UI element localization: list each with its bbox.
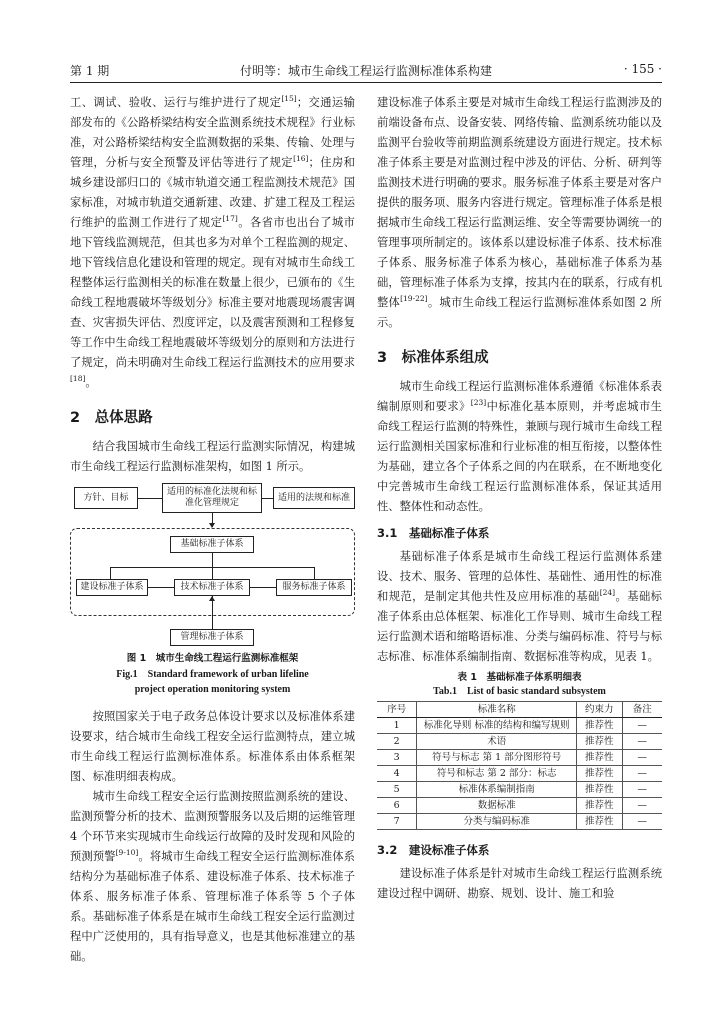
text: 。城市生命线工程运行监测标准体系如图 2 所示。 bbox=[377, 296, 662, 329]
cell-force: 推荐性 bbox=[577, 798, 623, 814]
citation: [15] bbox=[281, 94, 297, 104]
box-applicable-standards: 适用的标准化法规和标准化管理规定 bbox=[162, 483, 262, 513]
paragraph-construction-subsystem: 建设标准子体系是针对城市生命线工程运行监测系统建设过程中调研、勘察、规划、设计、施工和验 bbox=[377, 867, 662, 900]
cell-no: 1 bbox=[377, 718, 417, 734]
text: 中标准化基本原则，并考虑城市生命线工程运行监测的特殊性，兼顾与现行城市生命线工程运行监测相关国家标准和行业标准的相互衔接，以整体性为基础，建立各个子体系之间的内在联系，在不断地变化中完善城市生命线工程运行监测标准体系，保证其适用性、整体性和动态性。 bbox=[377, 400, 662, 513]
cell-force: 推荐性 bbox=[577, 734, 623, 750]
text: 基础标准子体系是城市生命线工程运行监测体系建设、技术、服务、管理的总体性、基础性、通用性的标准和规范，是制定其他共性及应用标准的基础 bbox=[377, 550, 662, 603]
cell-name: 术语 bbox=[417, 734, 577, 750]
figure-caption-cn: 图 1 城市生命线工程运行监测标准框架 bbox=[126, 653, 299, 664]
box-construction-standards: 建设标准子体系 bbox=[76, 579, 148, 596]
citation: [19-22] bbox=[400, 294, 428, 304]
cell-no: 6 bbox=[377, 798, 417, 814]
cell-no: 7 bbox=[377, 814, 417, 830]
cell-note: — bbox=[622, 734, 662, 750]
left-column bbox=[70, 93, 355, 967]
table-row bbox=[377, 782, 662, 798]
paragraph-composition bbox=[377, 377, 662, 517]
cell-no: 2 bbox=[377, 734, 417, 750]
cell-note: — bbox=[622, 798, 662, 814]
table-row bbox=[377, 766, 662, 782]
basic-standards-table bbox=[377, 701, 662, 830]
table-header-row bbox=[377, 702, 662, 718]
paragraph-system-design: 按照国家关于电子政务总体设计要求以及标准体系建设要求，结合城市生命线工程安全运行监测特点，建立城市生命线工程运行监测标准体系。标准体系由体系框架图、标准明细表构成。 bbox=[70, 710, 355, 783]
connector bbox=[138, 498, 162, 499]
text: 城市生命线工程运行监测标准体系遵循《标准体系表编制原则和要求》 bbox=[377, 380, 662, 413]
table-row bbox=[377, 718, 662, 734]
connector bbox=[110, 567, 111, 579]
section-heading-3: 3 标准体系组成 bbox=[377, 350, 489, 366]
caption-line: project operation monitoring system bbox=[134, 684, 291, 695]
arrow-up-icon bbox=[209, 596, 215, 601]
cell-name: 分类与编码标准 bbox=[417, 814, 577, 830]
box-technical-standards: 技术标准子体系 bbox=[174, 579, 250, 596]
running-title: 付明等：城市生命线工程运行监测标准体系构建 bbox=[239, 64, 492, 78]
section-heading-3-2: 3.2 建设标准子体系 bbox=[377, 843, 490, 857]
issue-number: 第 1 期 bbox=[70, 64, 110, 78]
cell-force: 推荐性 bbox=[577, 782, 623, 798]
right-column bbox=[377, 93, 662, 904]
cell-note: — bbox=[622, 814, 662, 830]
connector bbox=[262, 498, 273, 499]
connector bbox=[212, 596, 213, 630]
citation: [24] bbox=[599, 588, 616, 598]
box-basic-standards: 基础标准子体系 bbox=[170, 536, 254, 553]
citation: [18] bbox=[70, 374, 86, 384]
col-header: 备注 bbox=[622, 702, 662, 718]
citation: [17] bbox=[222, 214, 238, 224]
cell-force: 推荐性 bbox=[577, 718, 623, 734]
citation: [9-10] bbox=[115, 848, 139, 858]
cell-force: 推荐性 bbox=[577, 814, 623, 830]
connector bbox=[212, 553, 213, 567]
citation: [16] bbox=[293, 154, 309, 164]
table-row bbox=[377, 734, 662, 750]
text: 建设标准子体系主要是对城市生命线工程运行监测涉及的前端设备布点、设备安装、网络传输、监测系统功能以及监测平台验收等前期监测系统建设方面进行规定。技术标准子体系主要是对监测过程中涉及的评估、分析、研判等监测技术进行明确的要求。服务标准子体系主要是对客户提供的服务项、服务内容进行规定。管理标准子体系是根据城市生命线工程运行监测运维、安全等需要协调统一的管理事项所制定的。该体系以建设标准子体系、技术标准子体系、服务标准子体系为核心，基础标准子体系为基础，管理标准子体系为支撑，按其内在的联系，行成有机整体 bbox=[377, 96, 662, 309]
citation: [23] bbox=[470, 398, 487, 408]
text: 。基础标准子体系由总体框架、标准化工作导则、城市生命线工程运行监测术语和缩略语标准、分类与编码标准、符号与标志标准、标准体系编制指南、数据标准等构成，见表 1。 bbox=[377, 590, 662, 663]
paragraph-subsystem-roles bbox=[377, 93, 662, 333]
cell-note: — bbox=[622, 750, 662, 766]
box-applicable-laws: 适用的法规和标准 bbox=[273, 487, 355, 509]
text: 工、调试、验收、运行与维护进行了规定 bbox=[70, 96, 282, 109]
text: ；住房和城乡建设部归口的《城市轨道交通工程监测技术规范》国家标准，对城市轨道交通新建、改建、扩建工程及工程运行维护的监测工作进行了规定 bbox=[70, 156, 355, 229]
running-header bbox=[70, 58, 662, 83]
col-header: 序号 bbox=[377, 702, 417, 718]
table-caption-cn: 表 1 基础标准子体系明细表 bbox=[457, 672, 582, 683]
table-row bbox=[377, 750, 662, 766]
figure-caption-en bbox=[70, 667, 355, 697]
paragraph-basic-subsystem bbox=[377, 547, 662, 667]
caption-line: Fig.1 Standard framework of urban lifeline bbox=[116, 669, 309, 680]
table-row bbox=[377, 798, 662, 814]
table-caption-en: Tab.1 List of basic standard subsystem bbox=[433, 686, 606, 697]
cell-note: — bbox=[622, 718, 662, 734]
cell-name: 标准化导则 标准的结构和编写规则 bbox=[417, 718, 577, 734]
connector bbox=[314, 567, 315, 579]
text: 。各省市也出台了城市地下管线监测规范，但其也多为对单个工程监测的规定、地下管线信息化建设和管理的规定。现有对城市生命线工程整体运行监测相关的标准在数量上很少，已颁布的《生命线工程地震破坏等级划分》标准主要对地震现场震害调查、灾害损失评估、烈度评定，以及震害预测和工程修复等工作中生命线工程地震破坏等级划分的原则和方法进行了规定，尚未明确对生命线工程运行监测技术的应用要求 bbox=[70, 216, 355, 369]
cell-force: 推荐性 bbox=[577, 766, 623, 782]
box-management-standards: 管理标准子体系 bbox=[170, 629, 254, 646]
cell-note: — bbox=[622, 782, 662, 798]
paragraph-overall-idea: 结合我国城市生命线工程运行监测实际情况，构建城市生命线工程运行监测标准架构，如图 1 所示。 bbox=[70, 440, 355, 473]
cell-no: 5 bbox=[377, 782, 417, 798]
table-row bbox=[377, 814, 662, 830]
section-heading-3-1: 3.1 基础标准子体系 bbox=[377, 526, 490, 540]
cell-force: 推荐性 bbox=[577, 750, 623, 766]
connector bbox=[148, 587, 174, 588]
cell-name: 标准体系编制指南 bbox=[417, 782, 577, 798]
paragraph-subsystems bbox=[70, 787, 355, 967]
page-number: · 155 · bbox=[623, 62, 662, 76]
cell-name: 符号与标志 第 1 部分图形符号 bbox=[417, 750, 577, 766]
paragraph-standards-review bbox=[70, 93, 355, 393]
connector bbox=[212, 567, 213, 579]
section-heading-2: 2 总体思路 bbox=[70, 410, 153, 426]
cell-no: 4 bbox=[377, 766, 417, 782]
cell-name: 数据标准 bbox=[417, 798, 577, 814]
connector bbox=[250, 587, 276, 588]
text: 。将城市生命线工程安全运行监测标准体系结构分为基础标准子体系、建设标准子体系、技术标准子体系、服务标准子体系、管理标准子体系等 5 个子体系。基础标准子体系是在城市生命线工程安全运行监测过程中广泛使用的，具有指导意义，也是其他标准建立的基础。 bbox=[70, 850, 355, 963]
cell-note: — bbox=[622, 766, 662, 782]
cell-no: 3 bbox=[377, 750, 417, 766]
box-goals: 方针、目标 bbox=[74, 487, 138, 509]
box-service-standards: 服务标准子体系 bbox=[276, 579, 352, 596]
framework-diagram bbox=[70, 483, 355, 647]
cell-name: 符号和标志 第 2 部分：标志 bbox=[417, 766, 577, 782]
col-header: 约束力 bbox=[577, 702, 623, 718]
col-header: 标准名称 bbox=[417, 702, 577, 718]
text: 。 bbox=[85, 376, 97, 389]
text: 城市生命线工程安全运行监测按照监测系统的建设、监测预警分析的技术、监测预警服务以及后期的运维管理 4 个环节来实现城市生命线运行故障的及时发现和风险的预测预警 bbox=[70, 790, 355, 863]
text: ；交通运输部发布的《公路桥梁结构安全监测系统技术规程》行业标准，对公路桥梁结构安全监测数据的采集、传输、处理与管理，分析与安全预警及评估等进行了规定 bbox=[70, 96, 355, 169]
